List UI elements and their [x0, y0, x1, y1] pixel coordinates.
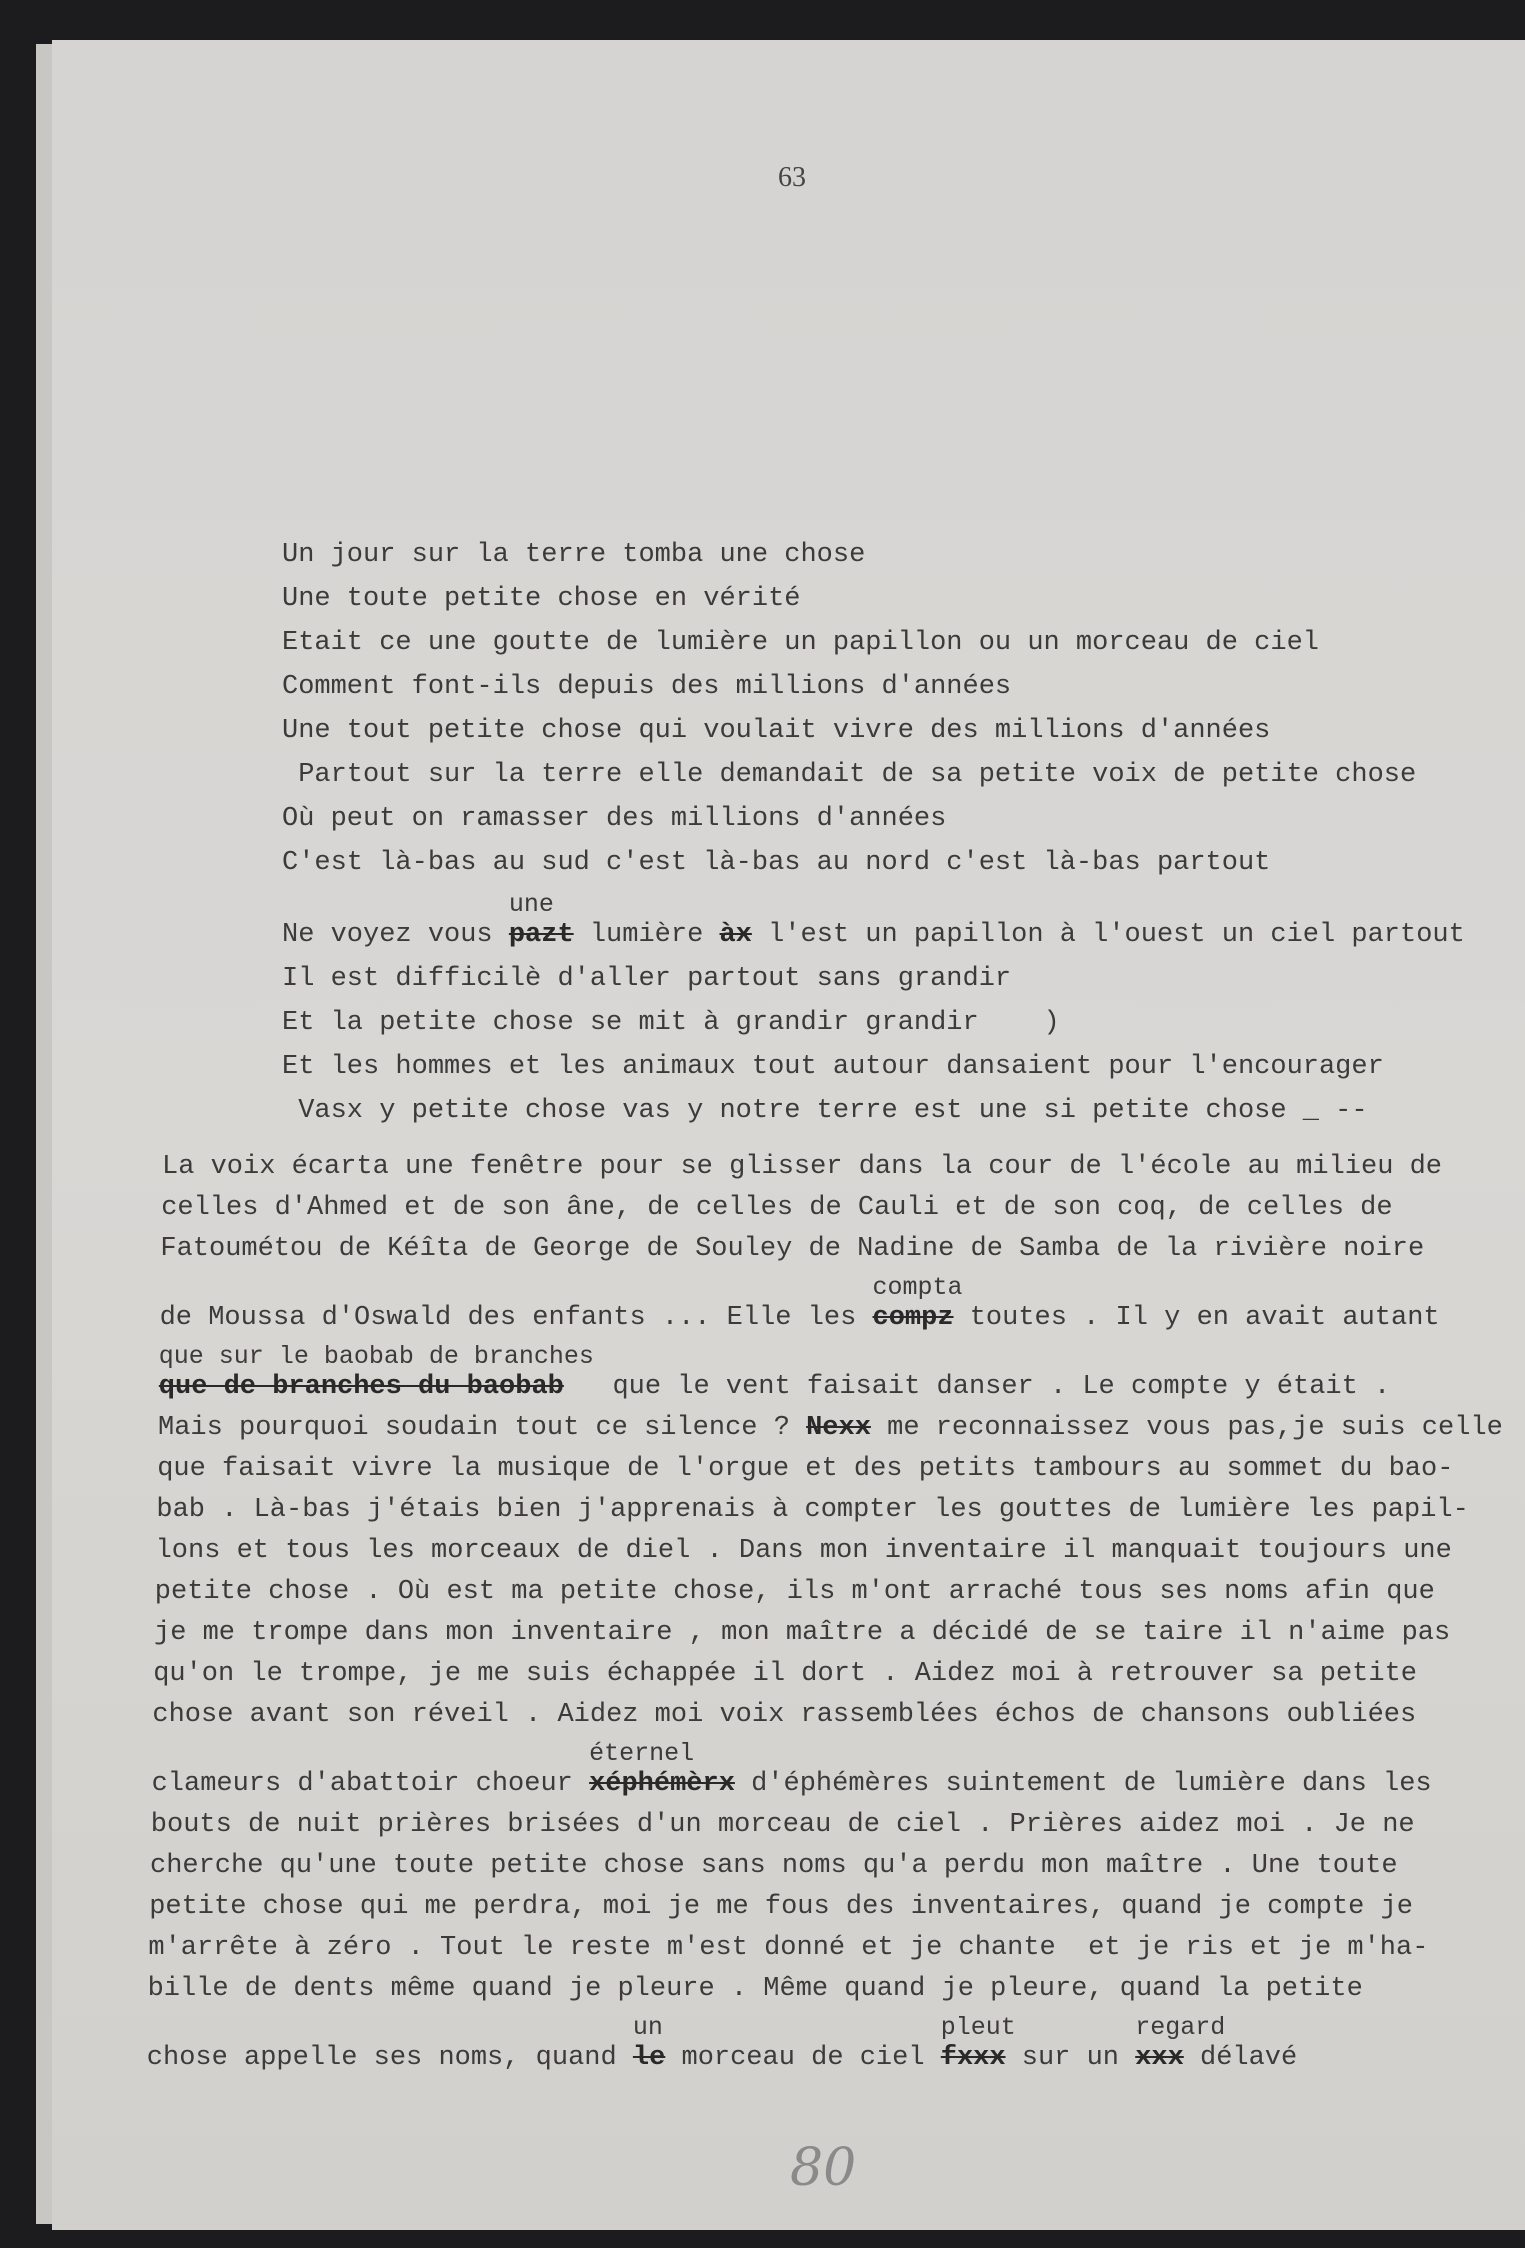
text-segment: sur un	[1005, 2043, 1136, 2073]
struck-text	[719, 920, 751, 950]
prose-line	[158, 1413, 1525, 1444]
text-segment: Ne voyez vous	[282, 920, 509, 950]
interlinear-correction: compta	[872, 1273, 963, 1302]
text-segment: d'éphémères suintement de lumière dans les	[734, 1769, 1432, 1799]
text-segment: délavé	[1183, 2043, 1298, 2073]
struck-word: le	[632, 2043, 666, 2073]
text-segment: Vasx y petite chose vas y notre terre est une si petite chose _ --	[282, 1096, 1368, 1126]
prose-line	[153, 1659, 1525, 1690]
struck-text	[872, 1273, 963, 1333]
interlinear-correction: éternel	[589, 1739, 695, 1768]
poem-line	[282, 804, 1525, 835]
text-segment: m'arrête à zéro . Tout le reste m'est donné et je chante et je ris et je m'ha-	[148, 1933, 1429, 1963]
text-segment: bab . Là-bas j'étais bien j'apprenais à compter les gouttes de lumière les papil-	[156, 1495, 1469, 1525]
poem-line	[282, 1096, 1525, 1127]
text-segment: Et les hommes et les animaux tout autour dansaient pour l'encourager	[282, 1052, 1384, 1082]
prose-line	[152, 1700, 1525, 1731]
prose-line	[160, 1275, 1525, 1334]
interlinear-correction: pleut	[940, 2013, 1016, 2042]
prose-line	[156, 1536, 1525, 1567]
text-segment: Etait ce une goutte de lumière un papillon ou un morceau de ciel	[282, 628, 1319, 658]
text-segment: je me trompe dans mon inventaire , mon maître a décidé de se taire il n'aime pas	[154, 1618, 1451, 1648]
text-segment: bouts de nuit prières brisées d'un morceau de ciel . Prières aidez moi . Je ne	[150, 1810, 1415, 1840]
text-segment: qu'on le trompe, je me suis échappée il dort . Aidez moi à retrouver sa petite	[153, 1659, 1417, 1689]
page-number: 63	[778, 162, 806, 193]
poem-line	[282, 1052, 1525, 1083]
prose-line	[157, 1454, 1525, 1485]
prose-line	[148, 1974, 1525, 2005]
struck-word: àx	[719, 920, 752, 950]
struck-text	[632, 2013, 666, 2073]
prose-line	[152, 1741, 1525, 1800]
prose-line	[150, 1851, 1525, 1882]
prose-line	[156, 1495, 1525, 1526]
text-segment: Il est difficilè d'aller partout sans grandir	[282, 964, 1012, 994]
interlinear-correction: que sur le baobab de branches	[158, 1342, 594, 1371]
poem-line	[282, 848, 1525, 879]
struck-word: xxx	[1135, 2043, 1184, 2073]
prose-line	[149, 1892, 1525, 1923]
poem-line	[282, 964, 1525, 995]
poem-line	[282, 584, 1525, 615]
text-segment: clameurs d'abattoir choeur	[151, 1769, 590, 1799]
prose-line	[151, 1810, 1525, 1841]
text-segment: me reconnaissez vous pas,je suis celle	[870, 1413, 1503, 1443]
text-segment: chose avant son réveil . Aidez moi voix rassemblées échos de chansons oubliées	[152, 1700, 1417, 1730]
text-segment: l'est un papillon à l'ouest un ciel partout	[751, 920, 1465, 950]
struck-text	[806, 1413, 871, 1443]
handwritten-folio-number: 80	[790, 2138, 857, 2198]
prose-line	[148, 1933, 1525, 1964]
poem-line	[282, 892, 1525, 951]
text-segment: que faisait vivre la musique de l'orgue et des petits tambours au sommet du bao-	[157, 1454, 1454, 1484]
interlinear-correction: regard	[1135, 2013, 1226, 2042]
text-segment: que le vent faisait danser . Le compte y était .	[563, 1372, 1391, 1402]
text-segment: morceau de ciel	[665, 2043, 941, 2073]
struck-word: Nexx	[806, 1413, 871, 1443]
poem-block	[52, 540, 1525, 1140]
prose-line	[162, 1152, 1525, 1183]
interlinear-correction: une	[508, 890, 554, 919]
struck-text	[589, 1739, 735, 1799]
struck-word: que de branches du baobab	[158, 1372, 564, 1402]
text-segment: bille de dents même quand je pleure . Même quand je pleure, quand la petite	[147, 1974, 1363, 2004]
text-segment: chose appelle ses noms, quand	[146, 2043, 633, 2073]
prose-line	[154, 1618, 1525, 1649]
poem-line	[282, 1008, 1525, 1039]
text-segment: toutes . Il y en avait autant	[953, 1303, 1440, 1333]
prose-line	[159, 1344, 1525, 1403]
prose-line	[155, 1577, 1525, 1608]
struck-text	[158, 1342, 594, 1402]
text-segment: de Moussa d'Oswald des enfants ... Elle les	[159, 1303, 873, 1333]
text-segment: petite chose qui me perdra, moi je me fous des inventaires, quand je compte je	[149, 1892, 1413, 1922]
prose-block	[52, 1152, 1525, 2084]
struck-text	[1135, 2013, 1226, 2073]
struck-word: fxxx	[940, 2043, 1006, 2073]
text-segment: Mais pourquoi soudain tout ce silence ?	[158, 1413, 807, 1443]
text-segment: Partout sur la terre elle demandait de sa petite voix de petite chose	[282, 760, 1417, 790]
struck-word: compz	[872, 1303, 954, 1333]
struck-text	[940, 2013, 1016, 2073]
text-segment: La voix écarta une fenêtre pour se glisser dans la cour de l'école au milieu de	[162, 1152, 1443, 1182]
poem-line	[282, 760, 1525, 791]
poem-line	[282, 540, 1525, 571]
text-segment: Fatoumétou de Kéîta de George de Souley de Nadine de Samba de la rivière noire	[160, 1234, 1425, 1264]
text-segment: C'est là-bas au sud c'est là-bas au nord c'est là-bas partout	[282, 848, 1271, 878]
struck-word: xéphémèrx	[589, 1769, 735, 1799]
struck-word: pazt	[508, 920, 574, 950]
poem-line	[282, 716, 1525, 747]
text-segment: Un jour sur la terre tomba une chose	[282, 540, 866, 570]
text-segment: petite chose . Où est ma petite chose, ils m'ont arraché tous ses noms afin que	[154, 1577, 1435, 1607]
text-segment: Et la petite chose se mit à grandir grandir )	[282, 1008, 1060, 1038]
text-segment: Une tout petite chose qui voulait vivre des millions d'années	[282, 716, 1271, 746]
text-segment: Comment font-ils depuis des millions d'années	[282, 672, 1012, 702]
prose-line	[160, 1234, 1525, 1265]
poem-line	[282, 672, 1525, 703]
text-segment: lumière	[573, 920, 720, 950]
prose-line	[147, 2015, 1525, 2074]
text-segment: Une toute petite chose en vérité	[282, 584, 801, 614]
poem-line	[282, 628, 1525, 659]
text-segment: cherche qu'une toute petite chose sans noms qu'a perdu mon maître . Une toute	[150, 1851, 1398, 1881]
prose-line	[161, 1193, 1525, 1224]
text-segment: celles d'Ahmed et de son âne, de celles de Cauli et de son coq, de celles de	[161, 1193, 1393, 1223]
interlinear-correction: un	[632, 2013, 663, 2042]
struck-text	[508, 890, 574, 950]
text-segment: lons et tous les morceaux de diel . Dans mon inventaire il manquait toujours une	[155, 1536, 1452, 1566]
text-segment: Où peut on ramasser des millions d'années	[282, 804, 947, 834]
typewritten-page	[52, 40, 1525, 2230]
